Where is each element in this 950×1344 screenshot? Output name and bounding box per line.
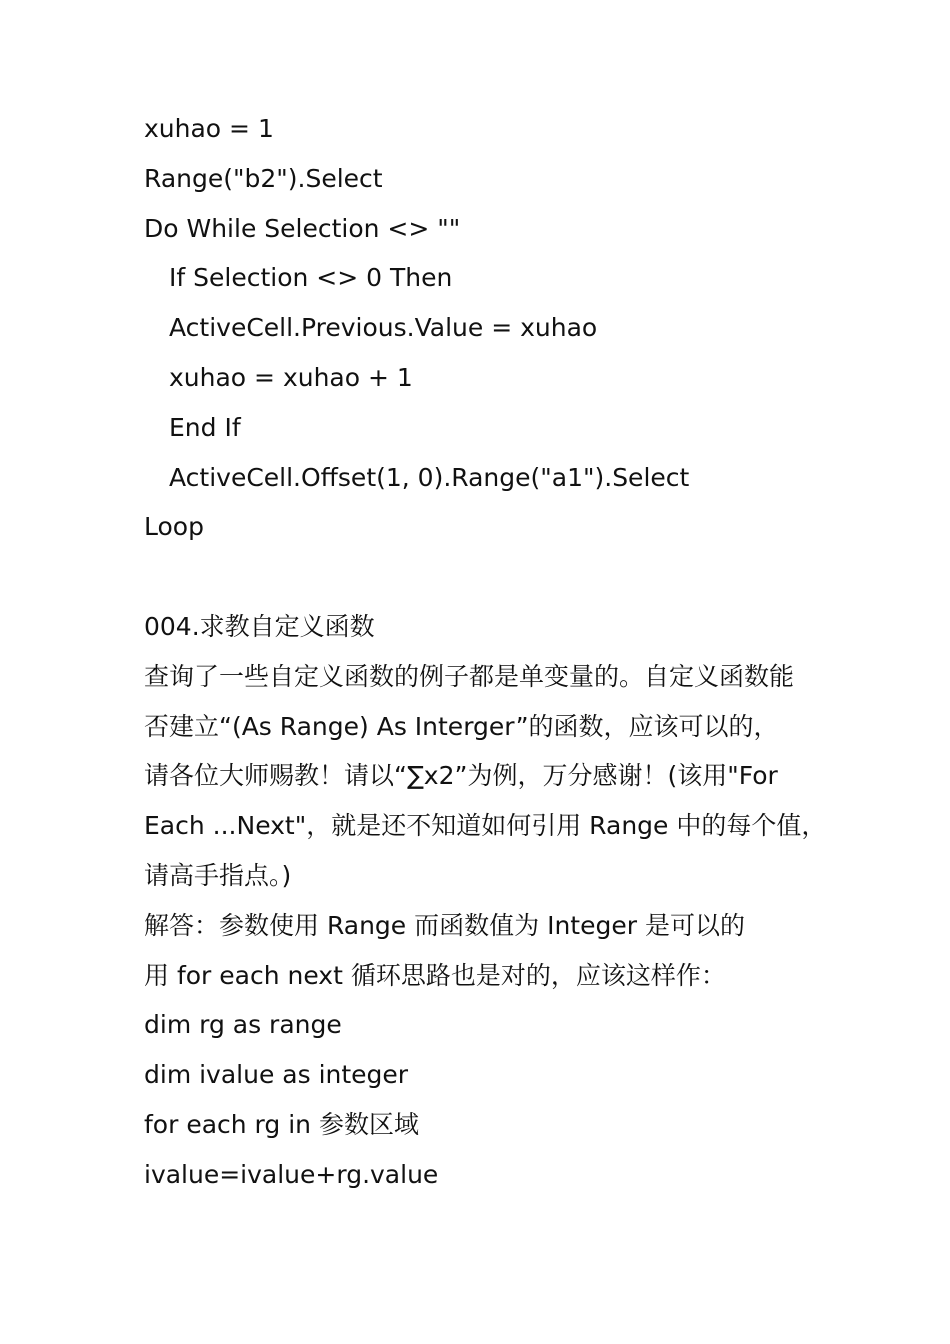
answer-line: 解答：参数使用 Range 而函数值为 Integer 是可以的 (144, 910, 745, 940)
question-line: 请高手指点。) (144, 860, 292, 890)
answer-code-line: dim rg as range (144, 1010, 342, 1040)
section-heading: 004.求教自定义函数 (144, 611, 375, 641)
question-line: 查询了一些自定义函数的例子都是单变量的。自定义函数能 (144, 661, 795, 691)
code-line: ActiveCell.Previous.Value = xuhao (169, 313, 598, 343)
code-line: End If (169, 412, 241, 442)
code-line: Loop (144, 512, 204, 542)
question-line: Each ...Next"，就是还不知道如何引用 Range 中的每个值， (144, 811, 827, 841)
question-line: 请各位大师赐教！请以“∑x2”为例，万分感谢！(该用"For (144, 761, 778, 791)
code-line: xuhao = 1 (144, 114, 274, 143)
code-line: If Selection <> 0 Then (169, 263, 453, 293)
code-line: xuhao = xuhao + 1 (169, 362, 413, 392)
code-line: Range("b2").Select (144, 163, 383, 193)
answer-code-line: dim ivalue as integer (144, 1060, 409, 1090)
blank-line (144, 552, 844, 602)
code-line: ActiveCell.Offset(1, 0).Range("a1").Select (169, 462, 690, 492)
document-content (144, 104, 844, 1200)
answer-code-line: for each rg in 参数区域 (144, 1109, 419, 1139)
answer-code-line: ivalue=ivalue+rg.value (144, 1159, 439, 1189)
question-line: 否建立“(As Range) As Interger”的函数，应该可以的， (144, 711, 779, 741)
answer-line: 用 for each next 循环思路也是对的，应该这样作： (144, 960, 726, 990)
code-line: Do While Selection <> "" (144, 213, 461, 243)
